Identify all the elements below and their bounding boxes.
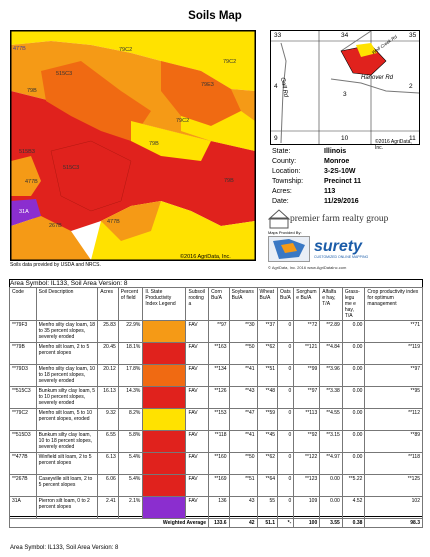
info-state — [272, 148, 361, 158]
section-number: 2 — [409, 83, 413, 90]
table-row — [10, 343, 423, 365]
cell-sub: FAV — [186, 431, 209, 453]
cell-cpi: **71 — [365, 321, 423, 343]
legend-swatch — [143, 321, 186, 343]
info-label: Township: — [272, 178, 304, 185]
premier-farm-realty-logo — [268, 208, 418, 232]
info-date — [272, 198, 361, 208]
info-location — [272, 168, 361, 178]
cell-wheat: **62 — [257, 453, 278, 475]
cell-code: **267B — [10, 475, 37, 497]
section-number: 34 — [341, 32, 349, 39]
cell-sub: FAV — [186, 321, 209, 343]
soils-map — [10, 30, 256, 261]
cell-corn: **163 — [209, 343, 230, 365]
column-header: Oats Bu/A — [278, 288, 294, 321]
cell-desc: Caseyville silt loam, 2 to 5 percent slopes — [36, 475, 98, 497]
cell-desc: Pierron silt loam, 0 to 2 percent slopes — [36, 497, 98, 519]
cell-desc: Winfield silt loam, 2 to 5 percent slopes — [36, 453, 98, 475]
cell-desc: Menfro silty clay loam, 18 to 35 percent slopes, severely eroded — [36, 321, 98, 343]
cell-oats: 0 — [278, 321, 294, 343]
table-row — [10, 321, 423, 343]
cell-acres: 6.13 — [98, 453, 119, 475]
cell-acres: 6.55 — [98, 431, 119, 453]
cell-grass: 0.00 — [342, 431, 365, 453]
cell-corn: **160 — [209, 453, 230, 475]
info-acres — [272, 188, 361, 198]
cell-corn: **126 — [209, 387, 230, 409]
cell-desc: Menfro silt loam, 5 to 10 percent slopes, eroded — [36, 409, 98, 431]
map-label-79B: 79B — [149, 141, 159, 147]
cell-soy: **41 — [229, 431, 257, 453]
cell-pct: 2.1% — [118, 497, 143, 519]
table-row — [10, 453, 423, 475]
cell-oats: 0 — [278, 387, 294, 409]
info-county — [272, 158, 361, 168]
cell-alf: **3.96 — [320, 365, 343, 387]
cell-wheat: **62 — [257, 343, 278, 365]
column-header: Percent of field — [118, 288, 143, 321]
info-value: 11/29/2016 — [324, 198, 359, 205]
cell-wheat: **51 — [257, 365, 278, 387]
cell-wheat: **59 — [257, 409, 278, 431]
legend-color — [143, 343, 185, 364]
weighted-corn: 133.6 — [209, 519, 230, 528]
cell-cpi: **112 — [365, 409, 423, 431]
cell-soy: **50 — [229, 343, 257, 365]
cell-soy: **47 — [229, 409, 257, 431]
cell-sorg: **113 — [294, 409, 320, 431]
section-number: 4 — [274, 83, 278, 90]
cell-corn: **118 — [209, 431, 230, 453]
cell-pct: 14.3% — [118, 387, 143, 409]
pfr-wordmark: premier farm realty group — [290, 214, 389, 224]
cell-grass: 0.00 — [342, 343, 365, 365]
column-header: Soybeans Bu/A — [229, 288, 257, 321]
info-label: Date: — [272, 198, 289, 205]
cell-corn: **153 — [209, 409, 230, 431]
weighted-alf: 3.55 — [320, 519, 343, 528]
cell-sub: FAV — [186, 409, 209, 431]
map-label-79C2: 79C2 — [223, 59, 237, 65]
cell-code: **79C2 — [10, 409, 37, 431]
info-township — [272, 178, 361, 188]
cell-grass: 0.00 — [342, 365, 365, 387]
cell-soy: **43 — [229, 387, 257, 409]
info-value: Illinois — [324, 148, 347, 155]
cell-pct: 18.1% — [118, 343, 143, 365]
cell-sub: FAV — [186, 365, 209, 387]
column-header: Code — [10, 288, 37, 321]
info-label: Location: — [272, 168, 301, 175]
cell-sub: FAV — [186, 475, 209, 497]
table-row — [10, 387, 423, 409]
cell-alf: **4.84 — [320, 343, 343, 365]
cell-cpi: **125 — [365, 475, 423, 497]
info-label: County: — [272, 158, 297, 165]
weighted-grass: 0.38 — [342, 519, 365, 528]
cell-soy: 43 — [229, 497, 257, 519]
cell-pct: 17.8% — [118, 365, 143, 387]
info-value: 3-2S-10W — [324, 168, 356, 175]
map-label-79B: 79B — [224, 178, 234, 184]
table-row — [10, 475, 423, 497]
cell-acres: 16.13 — [98, 387, 119, 409]
map-label-515C3: 515C3 — [56, 71, 73, 77]
column-header: Wheat Bu/A — [257, 288, 278, 321]
cell-sorg: **97 — [294, 387, 320, 409]
map-label-477B: 477B — [25, 179, 38, 185]
legend-color — [143, 365, 185, 386]
map-label-79C2: 79C2 — [176, 118, 190, 124]
cell-sorg: **92 — [294, 431, 320, 453]
table-row — [10, 409, 423, 431]
soils-data-credit: Soils data provided by USDA and NRCS. — [10, 262, 101, 268]
cell-cpi: **97 — [365, 365, 423, 387]
cell-desc: Bunkum silty clay loam, 5 to 10 percent slopes, severely eroded — [36, 387, 98, 409]
cell-wheat: 55 — [257, 497, 278, 519]
map-label-477B: 477B — [13, 46, 26, 52]
column-header: Subsoil rooting a — [186, 288, 209, 321]
legend-color — [143, 431, 185, 452]
section-number: 10 — [341, 135, 349, 142]
cell-alf: **3.15 — [320, 431, 343, 453]
page-title: Soils Map — [188, 10, 242, 22]
cell-wheat: **48 — [257, 387, 278, 409]
legend-swatch — [143, 409, 186, 431]
soil-table — [9, 287, 423, 528]
cell-code: **515D3 — [10, 431, 37, 453]
map-label-267B: 267B — [49, 223, 62, 229]
cell-pct: 22.9% — [118, 321, 143, 343]
cell-oats: 0 — [278, 453, 294, 475]
cell-oats: 0 — [278, 343, 294, 365]
weighted-average-row — [10, 519, 423, 528]
locator-copyright: ©2016 AgriData, Inc. — [375, 139, 412, 151]
column-header: Il. State Productivity Index Legend — [143, 288, 186, 321]
legend-swatch — [143, 497, 186, 519]
map-label-515B3: 515B3 — [19, 149, 35, 155]
info-label: State: — [272, 148, 291, 155]
cell-soy: **50 — [229, 453, 257, 475]
cell-oats: 0 — [278, 497, 294, 519]
cell-cpi: **95 — [365, 387, 423, 409]
weighted-oats: *- — [278, 519, 294, 528]
cell-sorg: **121 — [294, 343, 320, 365]
map-label-477B: 477B — [107, 219, 120, 225]
section-number: 35 — [409, 32, 417, 39]
weighted-sorg: 100 — [294, 519, 320, 528]
cell-oats: 0 — [278, 409, 294, 431]
area-symbol: Area Symbol: IL133, Soil Area Version: 8 — [10, 280, 128, 287]
table-header-row — [10, 288, 423, 321]
cell-grass: 0.00 — [342, 409, 365, 431]
cell-grass: 4.52 — [342, 497, 365, 519]
column-header: Sorghum e Bu/A — [294, 288, 320, 321]
column-header: Corn Bu/A — [209, 288, 230, 321]
cell-acres: 25.83 — [98, 321, 119, 343]
cell-acres: 20.12 — [98, 365, 119, 387]
soils-map-polygons — [11, 31, 255, 260]
section-number: 9 — [274, 135, 278, 142]
pfr-mark-icon — [268, 208, 290, 230]
cell-corn: 136 — [209, 497, 230, 519]
cell-pct: 5.4% — [118, 475, 143, 497]
cell-corn: **97 — [209, 321, 230, 343]
section-number: 3 — [343, 91, 347, 98]
road-label: Wolf Creek Rd — [371, 34, 398, 56]
column-header: Crop productivity index for optimum management — [365, 288, 423, 321]
cell-alf: **4.97 — [320, 453, 343, 475]
cell-pct: 8.2% — [118, 409, 143, 431]
weighted-wheat: 51.1 — [257, 519, 278, 528]
legend-swatch — [143, 343, 186, 365]
cell-soy: **51 — [229, 475, 257, 497]
cell-grass: 0.00 — [342, 453, 365, 475]
cell-oats: 0 — [278, 475, 294, 497]
cell-acres: 20.45 — [98, 343, 119, 365]
surety-wordmark: surety — [314, 238, 363, 255]
cell-grass: 0.00 — [342, 321, 365, 343]
legend-color — [143, 453, 185, 474]
maps-provided-by: Maps Provided By: — [268, 230, 302, 235]
legend-swatch — [143, 475, 186, 497]
legend-color — [143, 409, 185, 430]
cell-alf: 0.00 — [320, 475, 343, 497]
weighted-cpi: 98.3 — [365, 519, 423, 528]
cell-desc: Menfro silty clay loam, 10 to 18 percent slopes, severely eroded — [36, 365, 98, 387]
cell-wheat: **45 — [257, 431, 278, 453]
cell-sorg: **122 — [294, 453, 320, 475]
cell-code: **477B — [10, 453, 37, 475]
column-header: Soil Description — [36, 288, 98, 321]
cell-code: **515C3 — [10, 387, 37, 409]
legend-swatch — [143, 387, 186, 409]
surety-tagline: CUSTOMIZED ONLINE MAPPING — [314, 255, 369, 259]
map-copyright: ©2016 AgriData, Inc. — [180, 254, 231, 260]
locator-lines — [271, 31, 419, 144]
weighted-average-label: Weighted Average — [10, 519, 209, 528]
column-header: Acres — [98, 288, 119, 321]
column-header: Grass-legu me e hay, T/A — [342, 288, 365, 321]
map-label-79E3: 79E3 — [201, 82, 214, 88]
cell-grass: **5.22 — [342, 475, 365, 497]
cell-code: 31A — [10, 497, 37, 519]
soil-table-body — [10, 321, 423, 528]
info-value: 113 — [324, 188, 336, 195]
legend-swatch — [143, 431, 186, 453]
column-header: Alfalfa e hay, T/A — [320, 288, 343, 321]
cell-cpi: **89 — [365, 431, 423, 453]
cell-sub: FAV — [186, 453, 209, 475]
info-value: Precinct 11 — [324, 178, 361, 185]
cell-alf: 0.00 — [320, 497, 343, 519]
cell-acres: 9.32 — [98, 409, 119, 431]
cell-corn: **134 — [209, 365, 230, 387]
legend-color — [143, 497, 185, 518]
cell-oats: 0 — [278, 431, 294, 453]
weighted-soy: 42 — [229, 519, 257, 528]
cell-desc: Bunkum silty clay loam, 10 to 18 percent slopes, severely eroded — [36, 431, 98, 453]
map-label-79C2: 79C2 — [119, 47, 133, 53]
cell-sorg: **99 — [294, 365, 320, 387]
map-label-31A: 31A — [19, 209, 29, 215]
cell-pct: 5.4% — [118, 453, 143, 475]
cell-soy: **41 — [229, 365, 257, 387]
cell-oats: 0 — [278, 365, 294, 387]
legend-color — [143, 475, 185, 496]
cell-alf: **4.55 — [320, 409, 343, 431]
cell-corn: **169 — [209, 475, 230, 497]
legend-swatch — [143, 453, 186, 475]
cell-sub: FAV — [186, 387, 209, 409]
legend-swatch — [143, 365, 186, 387]
cell-sub: FAV — [186, 497, 209, 519]
table-row — [10, 497, 423, 519]
cell-pct: 5.8% — [118, 431, 143, 453]
cell-sorg: 109 — [294, 497, 320, 519]
section-number: 33 — [274, 32, 282, 39]
table-row — [10, 431, 423, 453]
locator-map — [270, 30, 420, 151]
cell-code: **79F3 — [10, 321, 37, 343]
cell-acres: 6.06 — [98, 475, 119, 497]
map-label-515C3: 515C3 — [63, 165, 80, 171]
surety-logo — [268, 230, 428, 270]
cell-code: **79B — [10, 343, 37, 365]
bottom-area-symbol: Area Symbol: IL133, Soil Area Version: 8 — [10, 545, 119, 551]
cell-alf: **3.38 — [320, 387, 343, 409]
cell-alf: **2.89 — [320, 321, 343, 343]
surety-map-icon — [268, 236, 310, 262]
cell-soy: **30 — [229, 321, 257, 343]
info-label: Acres: — [272, 188, 292, 195]
section-number: 11 — [409, 135, 416, 142]
legend-color — [143, 321, 185, 342]
cell-cpi: **119 — [365, 343, 423, 365]
cell-sub: FAV — [186, 343, 209, 365]
surety-footer: © AgriData, Inc. 2016 www.AgriDataInc.com — [268, 265, 347, 270]
road-label: Gall Rd — [279, 77, 289, 98]
cell-wheat: **37 — [257, 321, 278, 343]
map-label-79B: 79B — [27, 88, 37, 94]
cell-sorg: **123 — [294, 475, 320, 497]
location-info — [272, 148, 361, 208]
cell-sorg: **72 — [294, 321, 320, 343]
cell-wheat: **64 — [257, 475, 278, 497]
cell-cpi: 102 — [365, 497, 423, 519]
info-value: Monroe — [324, 158, 350, 165]
cell-desc: Menfro silt loam, 2 to 5 percent slopes — [36, 343, 98, 365]
road-label: Hanover Rd — [361, 75, 394, 81]
table-row — [10, 365, 423, 387]
cell-grass: 0.00 — [342, 387, 365, 409]
cell-code: **79D3 — [10, 365, 37, 387]
cell-cpi: **118 — [365, 453, 423, 475]
cell-acres: 2.41 — [98, 497, 119, 519]
legend-color — [143, 387, 185, 408]
